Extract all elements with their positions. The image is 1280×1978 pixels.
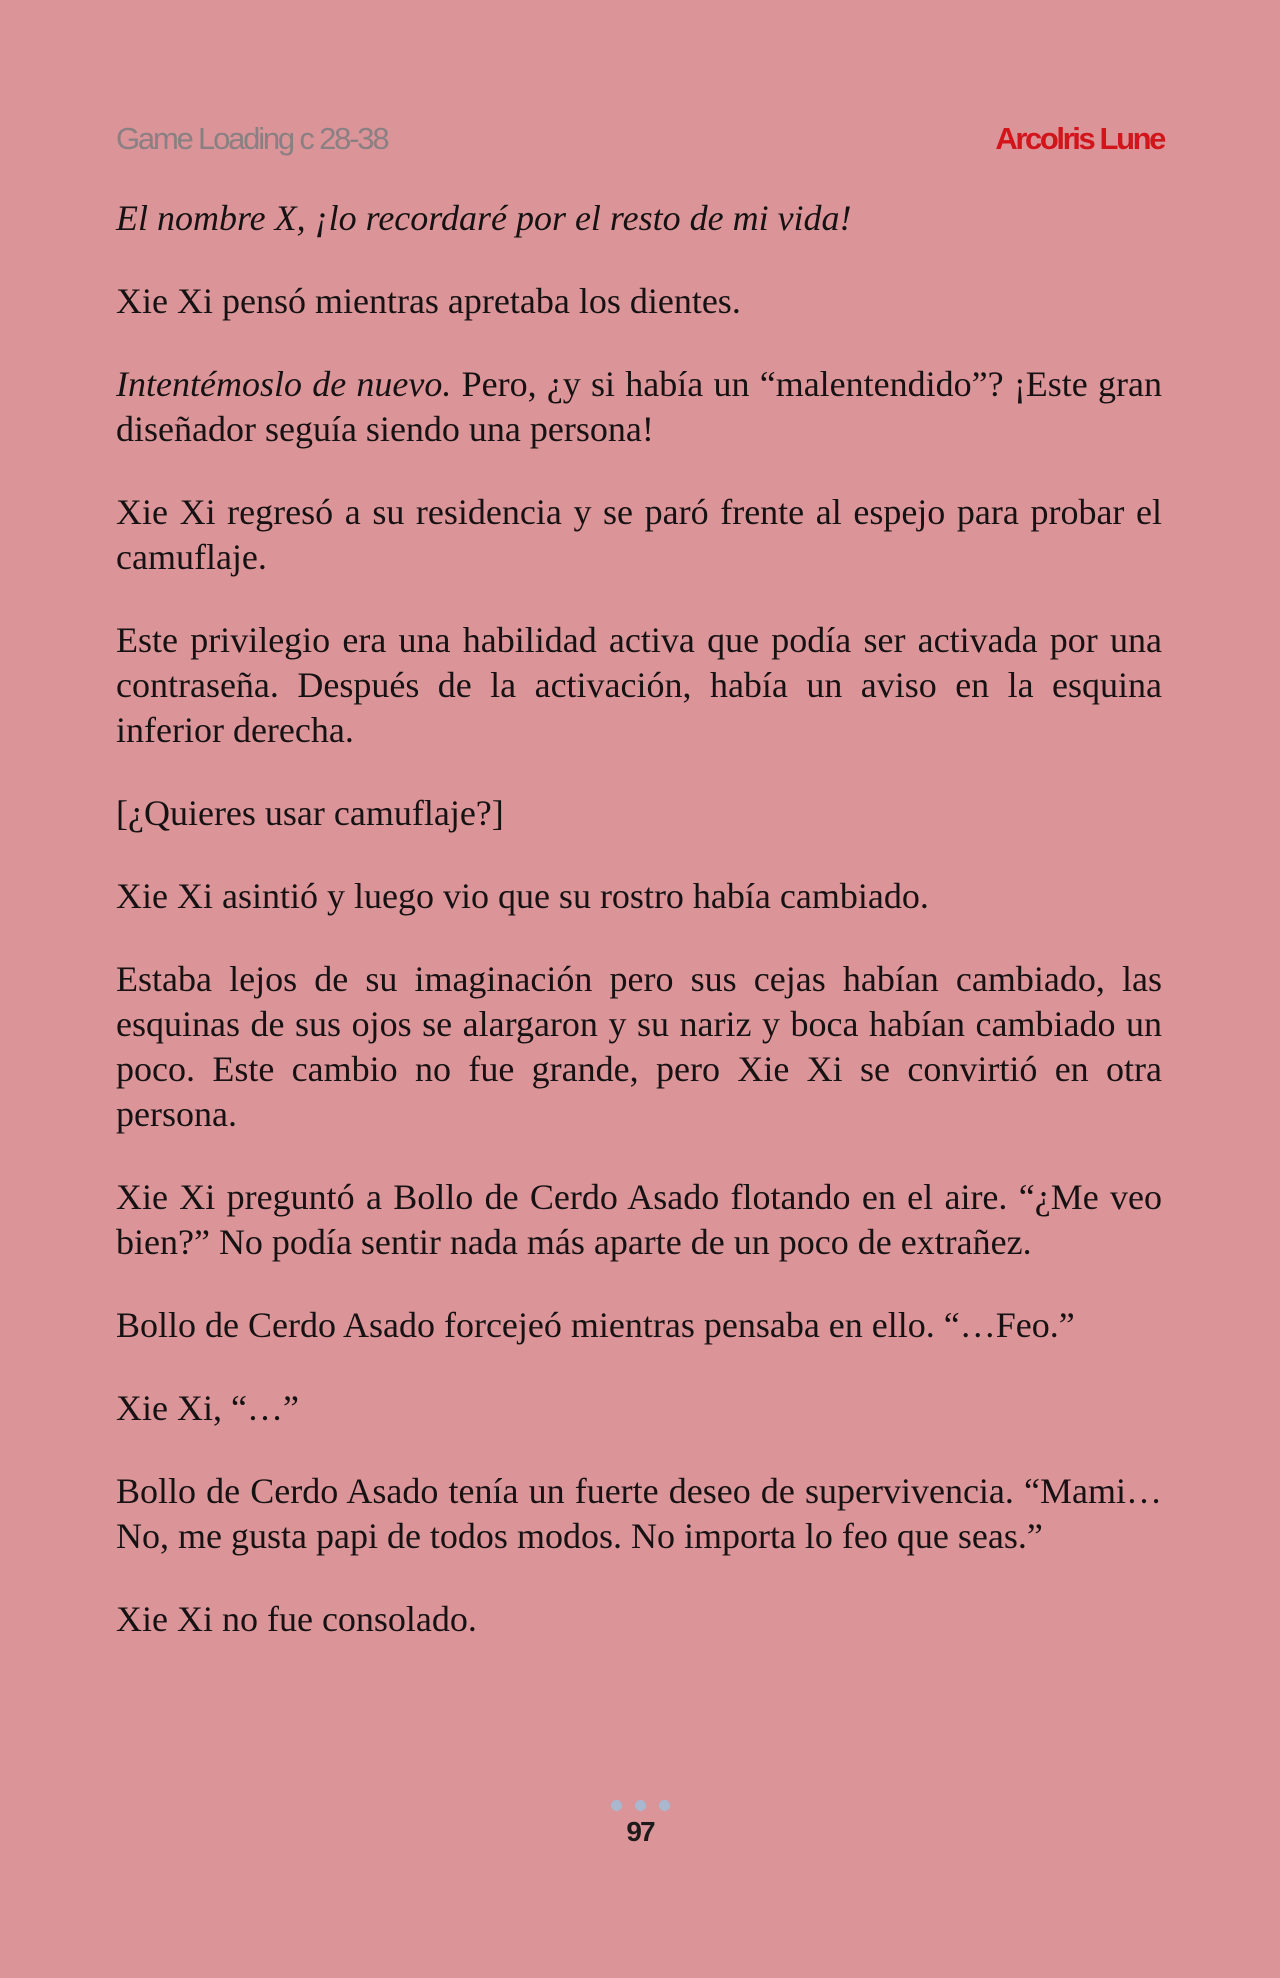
paragraph-13: Xie Xi no fue consolado. (116, 1599, 477, 1639)
dot-icon (611, 1800, 622, 1811)
paragraph-5: Este privilegio era una habilidad activa que podía ser activada por una contraseña. Después de la activación, había un aviso en la esquina inferior derecha. (116, 620, 1162, 750)
dot-icon (659, 1800, 670, 1811)
paragraph-8: Estaba lejos de su imaginación pero sus cejas habían cambiado, las esquinas de sus ojos se alargaron y su nariz y boca habían cambiado un poco. Este cambio no fue grande, pero Xie Xi se convirtió en otra persona. (116, 959, 1162, 1134)
page-footer (0, 1800, 1280, 1848)
paragraph-1: El nombre X, ¡lo recordaré por el resto de mi vida! (116, 198, 852, 238)
paragraph-10: Bollo de Cerdo Asado forcejeó mientras pensaba en ello. “…Feo.” (116, 1305, 1075, 1345)
paragraph-4: Xie Xi regresó a su residencia y se paró frente al espejo para probar el camuflaje. (116, 492, 1162, 577)
page-header (116, 118, 1164, 160)
paragraph-6: [¿Quieres usar camuflaje?] (116, 793, 504, 833)
paragraph-11: Xie Xi, “…” (116, 1388, 299, 1428)
paragraph-3 (116, 362, 1162, 452)
dot-icon (635, 1800, 646, 1811)
paragraph-2: Xie Xi pensó mientras apretaba los dientes. (116, 281, 741, 321)
page-body (116, 196, 1162, 1680)
page-number: 97 (626, 1816, 654, 1847)
translator-header: Arcolris Lune (995, 121, 1164, 156)
paragraph-7: Xie Xi asintió y luego vio que su rostro había cambiado. (116, 876, 929, 916)
paragraph-3-italic: Intentémoslo de nuevo. (116, 364, 452, 404)
paragraph-9: Xie Xi preguntó a Bollo de Cerdo Asado flotando en el aire. “¿Me veo bien?” No podía sentir nada más aparte de un poco de extrañez. (116, 1177, 1162, 1262)
paragraph-3-text: Pero, ¿y si había un “malentendido”? ¡Este gran diseñador seguía siendo una persona! (116, 364, 1162, 449)
paragraph-12: Bollo de Cerdo Asado tenía un fuerte deseo de supervivencia. “Mami…No, me gusta papi de todos modos. No importa lo feo que seas.” (116, 1471, 1162, 1556)
book-title-header: Game Loading c 28-38 (116, 121, 388, 156)
decorative-dots (0, 1800, 1280, 1812)
